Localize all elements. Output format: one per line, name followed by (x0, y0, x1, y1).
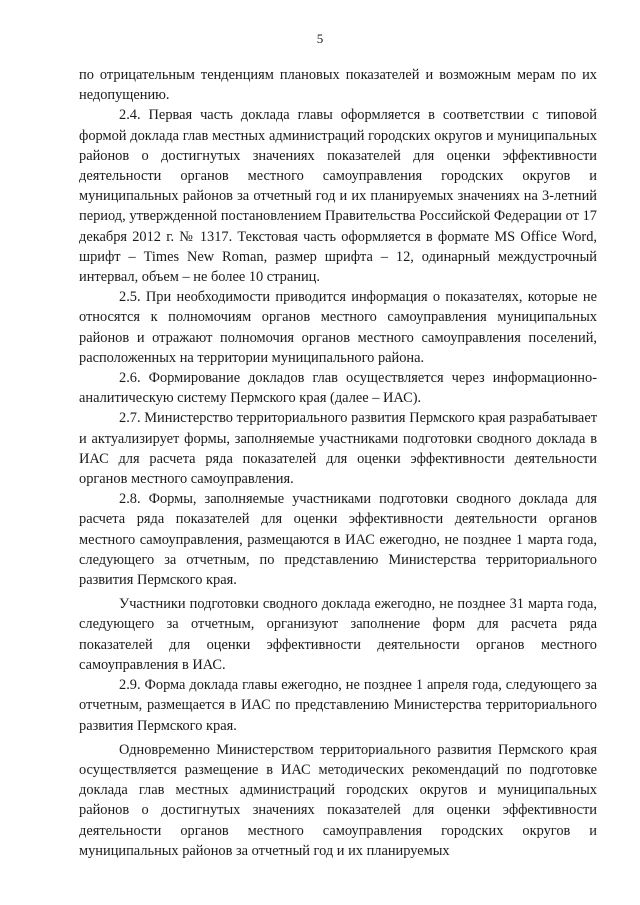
page-number: 5 (316, 31, 324, 46)
paragraph-2-6: 2.6. Формирование докладов глав осуществляется через информационно-аналитическую систему Пермского края (далее – ИАС). (79, 370, 597, 407)
paragraph-2-4: 2.4. Первая часть доклада главы оформляется в соответствии с типовой формой доклада глав местных администраций городских округов и муниципальных районов о достигнутых значениях показателей для оценки эффективности деятельности органов местного самоуправления городских округов и муниципальных районов за отчетный год и их планируемых значениях на 3-летний период, утвержденной постановлением Правительства Российской Федерации от 17 декабря 2012 г. № 1317. Текстовая часть оформляется в формате MS Office Word, шрифт – Times New Roman, размер шрифта – 12, одинарный междустрочный интервал, объем – не более 10 страниц. (79, 107, 597, 286)
paragraph-2-5: 2.5. При необходимости приводится информация о показателях, которые не относятся к полномочиям органов местного самоуправления муниципальных районов и отражают полномочия органов местного самоуправления поселений, расположенных на территории муниципального района. (79, 289, 597, 366)
paragraph-participants: Участники подготовки сводного доклада ежегодно, не позднее 31 марта года, следующего за отчетным, организуют заполнение форм для расчета ряда показателей для оценки эффективности деятельности органов местного самоуправления в ИАС. (79, 596, 597, 673)
paragraph-2-7: 2.7. Министерство территориального развития Пермского края разрабатывает и актуализирует формы, заполняемые участниками подготовки сводного доклада в ИАС для расчета ряда показателей для оценки эффективности деятельности органов местного самоуправления. (79, 410, 597, 488)
paragraph-2-9: 2.9. Форма доклада главы ежегодно, не позднее 1 апреля года, следующего за отчетным, размещается в ИАС по представлению Министерства территориального развития Пермского края. (79, 677, 597, 734)
paragraph-methodology: Одновременно Министерством территориального развития Пермского края осуществляется размещение в ИАС методических рекомендаций по подготовке доклада глав местных администраций городских округов и муниципальных районов о достигнутых значениях показателей для оценки эффективности деятельности органов местного самоуправления городских округов и муниципальных районов за отчетный год и их планируемых (79, 741, 597, 859)
paragraph-continuation: по отрицательным тенденциям плановых показателей и возможным мерам по их недопущению. (79, 67, 597, 104)
paragraph-2-8: 2.8. Формы, заполняемые участниками подготовки сводного доклада для расчета ряда показателей для оценки эффективности деятельности органов местного самоуправления, размещаются в ИАС ежегодно, не позднее 1 марта года, следующего за отчетным, по представлению Министерства территориального развития Пермского края. (79, 491, 597, 589)
document-body (79, 65, 597, 861)
